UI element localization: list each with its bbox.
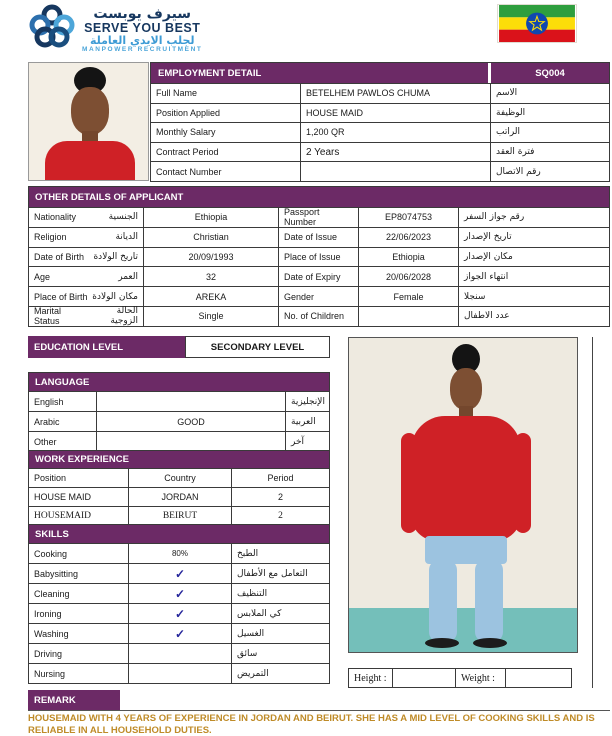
table-header-row bbox=[29, 468, 329, 487]
experience-position: HOUSEMAID bbox=[29, 507, 129, 525]
field-label-pair: Marital Status الحالة الزوجية bbox=[29, 307, 144, 326]
field-value: BETELHEM PAWLOS CHUMA bbox=[301, 84, 491, 103]
field-label: Full Name bbox=[151, 84, 301, 103]
skill-label: Cleaning bbox=[29, 584, 129, 603]
table-row bbox=[29, 543, 329, 563]
experience-period: 2 bbox=[278, 511, 283, 521]
table-row bbox=[29, 563, 329, 583]
table-row bbox=[29, 411, 329, 431]
field-value: Ethiopia bbox=[359, 248, 459, 267]
language-table bbox=[28, 372, 330, 452]
column-header: Country bbox=[129, 469, 232, 487]
education-level-value: SECONDARY LEVEL bbox=[185, 336, 330, 358]
remark-header: REMARK bbox=[28, 690, 120, 710]
weight-label: Weight : bbox=[456, 669, 506, 687]
logo-arabic-subtitle: لجلب الايدي العاملة bbox=[89, 34, 195, 48]
column-header: Position bbox=[29, 469, 129, 487]
field-label-pair: Religion الديانة bbox=[29, 228, 144, 247]
table-row bbox=[29, 506, 329, 525]
skill-label-arabic: التعامل مع الأطفال bbox=[237, 568, 308, 579]
skill-checkmark: ✓ bbox=[129, 584, 232, 603]
skill-label: Cooking bbox=[29, 544, 129, 563]
skill-label-arabic: كي الملابس bbox=[237, 608, 282, 619]
skill-label: Washing bbox=[29, 624, 129, 643]
logo-tagline: MANPOWER RECRUITMENT bbox=[82, 45, 203, 53]
table-row bbox=[29, 306, 609, 326]
skill-label-arabic: الغسيل bbox=[237, 628, 265, 639]
experience-country: JORDAN bbox=[129, 488, 232, 506]
experience-position: HOUSE MAID bbox=[29, 488, 129, 506]
field-label-arabic: فترة العقد bbox=[496, 147, 535, 158]
table-row bbox=[151, 83, 609, 103]
skill-value: 80% bbox=[129, 544, 232, 563]
skill-label: Ironing bbox=[29, 604, 129, 623]
weight-value bbox=[506, 669, 571, 687]
field-label-arabic: انتهاء الجواز bbox=[464, 271, 509, 282]
field-value: Ethiopia bbox=[144, 208, 279, 227]
field-label-arabic: رقم الاتصال bbox=[496, 166, 541, 177]
field-label-arabic: تاريخ الإصدار bbox=[464, 232, 512, 243]
employment-detail-header bbox=[151, 63, 609, 83]
experience-period: 2 bbox=[277, 492, 283, 502]
skill-checkmark: ✓ bbox=[129, 624, 232, 643]
table-row bbox=[151, 142, 609, 162]
table-row bbox=[29, 247, 609, 267]
height-value bbox=[393, 669, 456, 687]
field-value: 1,200 QR bbox=[301, 123, 491, 142]
skill-checkmark: ✓ bbox=[129, 564, 232, 583]
employment-detail-table bbox=[150, 62, 610, 182]
skill-value bbox=[129, 644, 232, 663]
logo-rings-icon bbox=[28, 4, 76, 57]
field-label-arabic: رقم جواز السفر bbox=[464, 212, 525, 223]
table-row bbox=[151, 103, 609, 123]
field-value: 2 Years bbox=[301, 143, 491, 162]
education-level-bar bbox=[28, 336, 330, 358]
reference-code: SQ004 bbox=[535, 67, 565, 79]
skills-table bbox=[28, 524, 330, 684]
work-experience-table bbox=[28, 450, 330, 526]
field-label: Contact Number bbox=[151, 162, 301, 181]
applicant-photo-fullbody bbox=[348, 337, 578, 653]
field-label: Monthly Salary bbox=[151, 123, 301, 142]
table-row bbox=[29, 207, 609, 227]
height-label: Height : bbox=[349, 669, 393, 687]
skill-value bbox=[129, 664, 232, 683]
table-row bbox=[29, 391, 329, 411]
column-header: Period bbox=[267, 473, 294, 483]
field-label: Date of Expiry bbox=[279, 267, 359, 286]
ethiopia-flag-icon bbox=[497, 4, 577, 43]
remark-text: HOUSEMAID WITH 4 YEARS OF EXPERIENCE IN JORDAN AND BEIRUT. SHE HAS A MID LEVEL OF COOKING SKILLS AND IS RELIABLE IN ALL HOUSEHOLD DUTIES. bbox=[28, 713, 595, 736]
field-value: HOUSE MAID bbox=[301, 104, 491, 123]
table-row bbox=[29, 663, 329, 683]
logo-name: SERVE YOU BEST bbox=[84, 21, 201, 36]
other-details-table bbox=[28, 186, 610, 327]
field-label-arabic: مكان الإصدار bbox=[464, 251, 513, 262]
table-row bbox=[29, 643, 329, 663]
field-value: 22/06/2023 bbox=[359, 228, 459, 247]
remark-divider bbox=[28, 710, 610, 711]
field-value: EP8074753 bbox=[359, 208, 459, 227]
skill-label: Babysitting bbox=[29, 564, 129, 583]
education-level-title: EDUCATION LEVEL bbox=[28, 336, 185, 358]
field-value bbox=[359, 307, 459, 326]
table-row bbox=[29, 583, 329, 603]
field-label: Passport Number bbox=[279, 208, 359, 227]
field-label-pair: Age العمر bbox=[29, 267, 144, 286]
field-label-arabic: الراتب bbox=[496, 127, 521, 138]
field-label-pair: Place of Birth مكان الولادة bbox=[29, 287, 144, 306]
skill-label: Nursing bbox=[29, 664, 129, 683]
field-value: Female bbox=[359, 287, 459, 306]
skill-label: Driving bbox=[29, 644, 129, 663]
employment-detail-title: EMPLOYMENT DETAIL bbox=[158, 67, 262, 79]
field-value bbox=[97, 392, 286, 411]
table-row bbox=[29, 286, 609, 306]
table-row bbox=[29, 227, 609, 247]
skill-label-arabic: الطبخ bbox=[237, 548, 259, 559]
work-experience-header: WORK EXPERIENCE bbox=[29, 451, 329, 468]
agency-logo bbox=[28, 4, 202, 57]
language-header: LANGUAGE bbox=[29, 373, 329, 391]
field-label: Gender bbox=[279, 287, 359, 306]
field-label-arabic: العربية bbox=[291, 416, 316, 427]
table-row bbox=[29, 623, 329, 643]
table-row bbox=[151, 122, 609, 142]
table-row bbox=[29, 431, 329, 451]
section-divider-line bbox=[592, 337, 593, 688]
field-value: 32 bbox=[144, 267, 279, 286]
field-label: No. of Children bbox=[279, 307, 359, 326]
field-value bbox=[301, 162, 491, 181]
field-value: Christian bbox=[144, 228, 279, 247]
field-value: 20/09/1993 bbox=[144, 248, 279, 267]
other-details-header: OTHER DETAILS OF APPLICANT bbox=[29, 187, 609, 207]
field-label-pair: Date of Birth تاريخ الولادة bbox=[29, 248, 144, 267]
field-label-arabic: الوظيفة bbox=[496, 107, 526, 118]
table-row bbox=[151, 161, 609, 181]
field-value: Single bbox=[144, 307, 279, 326]
skill-checkmark: ✓ bbox=[129, 604, 232, 623]
field-value: 20/06/2028 bbox=[359, 267, 459, 286]
photo-floor bbox=[349, 608, 577, 652]
applicant-photo-headshot bbox=[28, 62, 149, 181]
field-label-arabic: عدد الاطفال bbox=[464, 311, 510, 322]
field-label: Contract Period bbox=[151, 143, 301, 162]
table-row bbox=[29, 487, 329, 506]
skill-label-arabic: سائق bbox=[237, 648, 258, 659]
field-label: Arabic bbox=[29, 412, 97, 431]
field-label: English bbox=[29, 392, 97, 411]
field-label-arabic: آخر bbox=[291, 436, 305, 447]
field-label: Date of Issue bbox=[279, 228, 359, 247]
field-label-arabic: سنجلا bbox=[464, 291, 486, 302]
skills-header: SKILLS bbox=[29, 525, 329, 543]
table-row bbox=[29, 603, 329, 623]
field-value bbox=[97, 432, 286, 451]
field-value: AREKA bbox=[144, 287, 279, 306]
field-label-pair: Nationality الجنسية bbox=[29, 208, 144, 227]
field-label-arabic: الإنجليزية bbox=[291, 396, 325, 407]
field-label: Place of Issue bbox=[279, 248, 359, 267]
field-label: Other bbox=[29, 432, 97, 451]
logo-arabic-name: سيرف يوبست bbox=[93, 6, 192, 23]
field-label-arabic: الاسم bbox=[496, 88, 518, 99]
table-row bbox=[29, 266, 609, 286]
skill-label-arabic: التنظيف bbox=[237, 588, 268, 599]
table-row bbox=[349, 669, 571, 687]
field-value: GOOD bbox=[97, 412, 286, 431]
skill-label-arabic: التمريض bbox=[237, 668, 269, 679]
measurements-table bbox=[348, 668, 572, 688]
experience-country: BEIRUT bbox=[129, 507, 232, 525]
field-label: Position Applied bbox=[151, 104, 301, 123]
